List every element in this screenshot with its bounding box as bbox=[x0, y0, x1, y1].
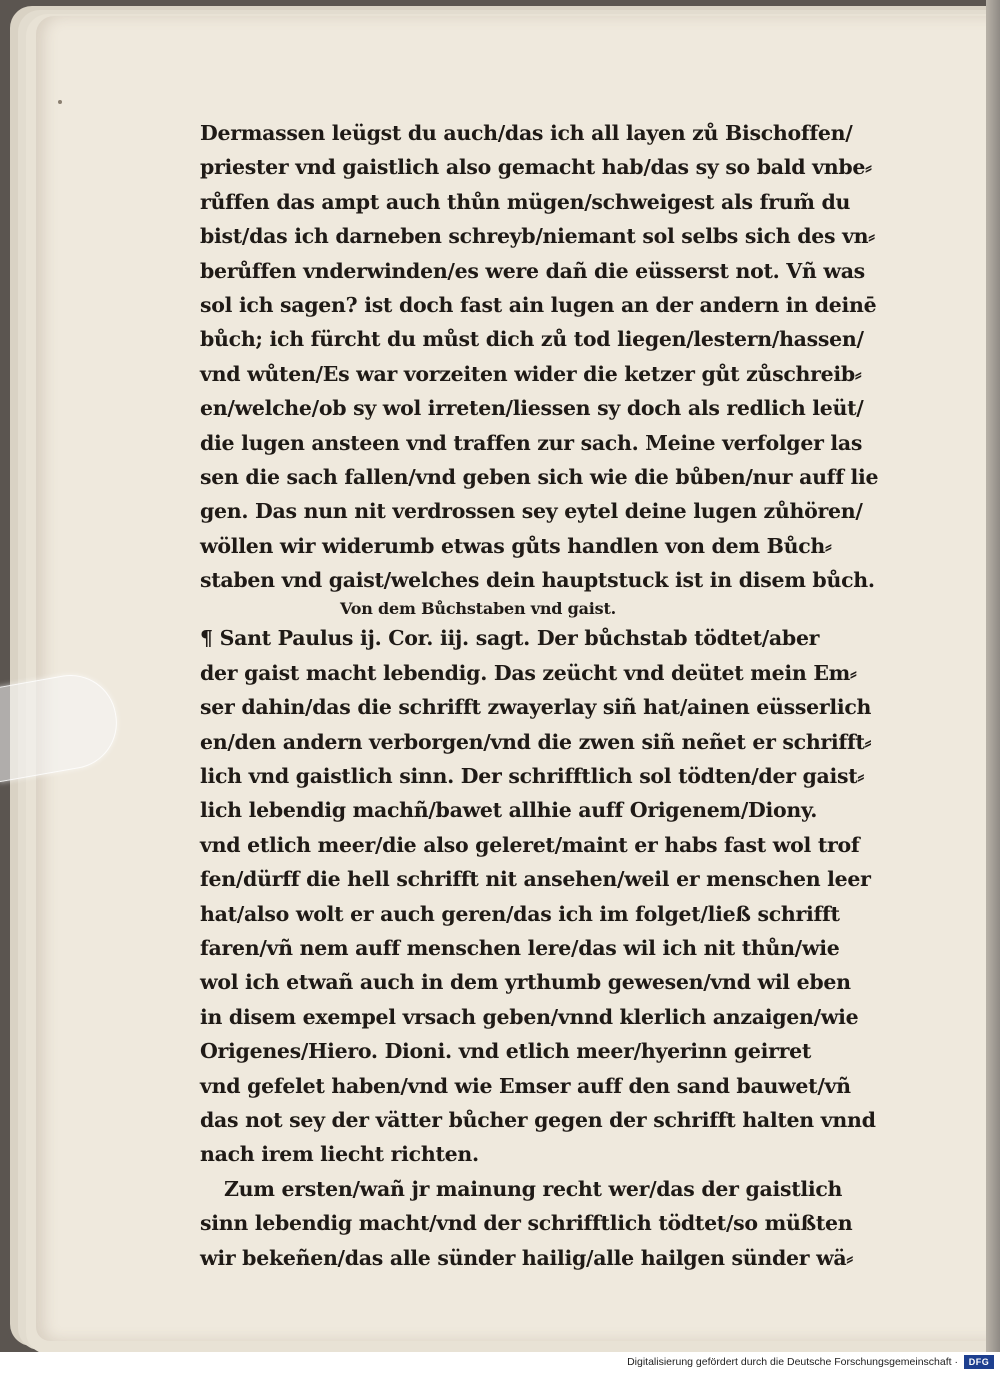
footer-credit-text: Digitalisierung gefördert durch die Deutsche Forschungsgemeinschaft bbox=[627, 1356, 952, 1368]
text-line: en/den andern verborgen/vnd die zwen siñ neñet er schrifft⸗ bbox=[200, 729, 872, 754]
digitization-footer bbox=[0, 1352, 1000, 1373]
text-line: hat/also wolt er auch geren/das ich im folget/ließ schrifft bbox=[200, 901, 840, 926]
ink-speck bbox=[58, 100, 62, 104]
text-line: lich vnd gaistlich sinn. Der schrifftlich sol tödten/der gaist⸗ bbox=[200, 764, 864, 789]
text-line: nach irem liecht richten. bbox=[200, 1142, 479, 1167]
text-line: wöllen wir widerumb etwas gůts handlen von dem Bůch⸗ bbox=[200, 533, 832, 558]
text-line: berůffen vnderwinden/es were dañ die eüsserst not. Vñ was bbox=[200, 258, 865, 283]
text-line: wir bekeñen/das alle sünder hailig/alle hailgen sünder wä⸗ bbox=[200, 1245, 853, 1270]
dfg-logo-icon: DFG bbox=[964, 1355, 994, 1369]
text-line: der gaist macht lebendig. Das zeücht vnd deütet mein Em⸗ bbox=[200, 660, 857, 685]
text-line: Zum ersten/wañ jr mainung recht wer/das der gaistlich bbox=[224, 1176, 843, 1201]
text-line: fen/dürff die hell schrifft nit ansehen/weil er menschen leer bbox=[200, 867, 871, 892]
text-line: in disem exempel vrsach geben/vnnd klerlich anzaigen/wie bbox=[200, 1004, 859, 1029]
text-line: priester vnd gaistlich also gemacht hab/das sy so bald vnbe⸗ bbox=[200, 155, 872, 180]
text-line: lich lebendig machñ/bawet allhie auff Origenem/Diony. bbox=[200, 798, 818, 823]
text-line: Dermassen leügst du auch/das ich all layen zů Bischoffen/ bbox=[200, 121, 853, 145]
text-line: das not sey der vätter bůcher gegen der schrifft halten vnnd bbox=[200, 1107, 876, 1132]
text-line: růffen das ampt auch thůn mügen/schweigest als frum̃ du bbox=[200, 189, 851, 214]
section-heading: Von dem Bůchstaben vnd gaist. bbox=[340, 599, 617, 619]
text-line: Origenes/Hiero. Dioni. vnd etlich meer/hyerinn geirret bbox=[200, 1039, 812, 1064]
text-line: sol ich sagen? ist doch fast ain lugen an der andern in deinē bbox=[200, 292, 877, 317]
text-line: en/welche/ob sy wol irreten/liessen sy doch als redlich leüt/ bbox=[200, 396, 864, 421]
text-line: vnd etlich meer/die also geleret/maint er habs fast wol trof bbox=[200, 832, 860, 857]
footer-credit bbox=[627, 1356, 958, 1368]
text-line: bist/das ich darneben schreyb/niemant sol selbs sich des vn⸗ bbox=[200, 224, 875, 249]
text-line: ¶ Sant Paulus ij. Cor. iij. sagt. Der bůchstab tödtet/aber bbox=[200, 626, 820, 651]
text-line: bůch; ich fürcht du můst dich zů tod liegen/lestern/hassen/ bbox=[200, 327, 864, 352]
text-line: staben vnd gaist/welches dein hauptstuck ist in disem bůch. bbox=[200, 568, 875, 593]
text-line: sen die sach fallen/vnd geben sich wie die bůben/nur auff lie bbox=[200, 464, 879, 489]
text-line: vnd wůten/Es war vorzeiten wider die ketzer gůt zůschreib⸗ bbox=[200, 361, 862, 386]
footer-separator: · bbox=[954, 1356, 958, 1368]
text-line: faren/vñ nem auff menschen lere/das wil ich nit thůn/wie bbox=[200, 935, 840, 960]
text-line: sinn lebendig macht/vnd der schrifftlich tödtet/so müßten bbox=[200, 1211, 853, 1236]
text-line: die lugen ansteen vnd traffen zur sach. Meine verfolger las bbox=[200, 430, 863, 455]
gutter-shadow bbox=[986, 0, 1000, 1352]
page-text bbox=[200, 116, 890, 1275]
text-line: vnd gefelet haben/vnd wie Emser auff den sand bauwet/vñ bbox=[200, 1073, 851, 1098]
text-line: gen. Das nun nit verdrossen sey eytel deine lugen zůhören/ bbox=[200, 499, 863, 524]
text-line: ser dahin/das die schrifft zwayerlay siñ hat/ainen eüsserlich bbox=[200, 695, 872, 720]
text-line: wol ich etwañ auch in dem yrthumb gewesen/vnd wil eben bbox=[200, 970, 851, 995]
